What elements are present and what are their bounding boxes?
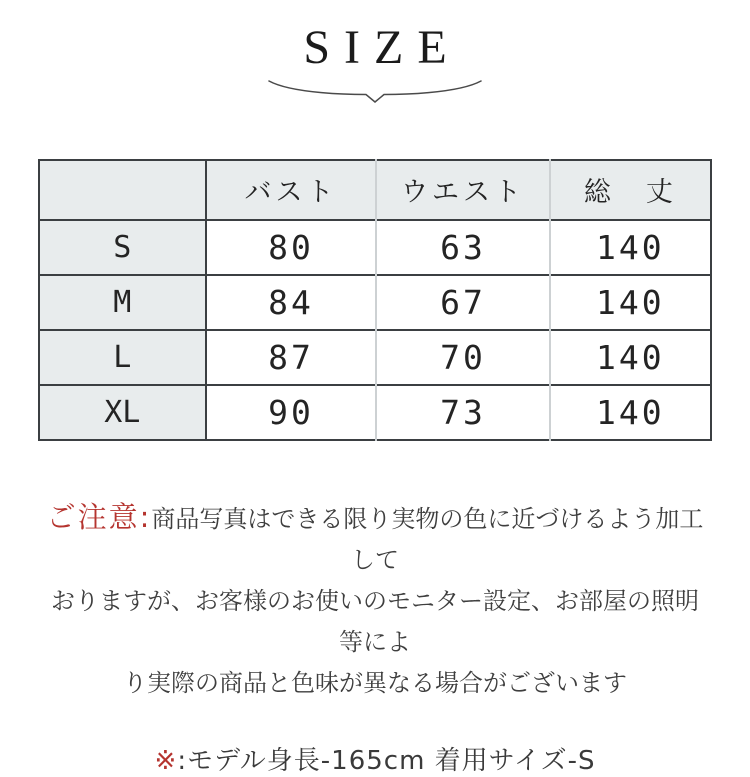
bust-value-s: 80 [206, 220, 377, 275]
size-table-section [38, 159, 712, 441]
size-label-l: L [39, 330, 206, 385]
size-table [38, 159, 712, 441]
bust-value-m: 84 [206, 275, 377, 330]
disclaimer-text-1: 商品写真はできる限り実物の色に近づけるよう加工して [151, 504, 704, 574]
table-header-row [39, 160, 711, 220]
length-value-l: 140 [550, 330, 711, 385]
length-value-s: 140 [550, 220, 711, 275]
size-label-xl: XL [39, 385, 206, 440]
table-row-s [39, 220, 711, 275]
size-label-m: M [39, 275, 206, 330]
bust-value-xl: 90 [206, 385, 377, 440]
header-bust: バスト [206, 160, 377, 220]
waist-value-l: 70 [376, 330, 549, 385]
disclaimer-line-2: おりますが、お客様のお使いのモニター設定、お部屋の照明等によ [51, 586, 699, 656]
header-waist: ウエスト [376, 160, 549, 220]
size-label-s: S [39, 220, 206, 275]
header-total-length: 総 丈 [550, 160, 711, 220]
model-info-text: :モデル身長-165cm 着用サイズ-S [177, 745, 596, 776]
reference-mark: ※ [154, 745, 178, 776]
waist-value-s: 63 [376, 220, 549, 275]
length-value-m: 140 [550, 275, 711, 330]
underline-brace-decoration [265, 75, 485, 103]
waist-value-xl: 73 [376, 385, 549, 440]
model-info-note [0, 740, 750, 777]
color-disclaimer [0, 497, 750, 704]
waist-value-m: 67 [376, 275, 549, 330]
bust-value-l: 87 [206, 330, 377, 385]
page-title: SIZE [303, 21, 461, 74]
table-row-xl [39, 385, 711, 440]
table-row-m [39, 275, 711, 330]
caution-label: ご注意: [46, 499, 152, 534]
disclaimer-line-3: り実際の商品と色味が異なる場合がございます [123, 668, 627, 697]
length-value-xl: 140 [550, 385, 711, 440]
table-row-l [39, 330, 711, 385]
title-section [0, 0, 750, 103]
disclaimer-line-1 [40, 497, 710, 581]
corner-cell [39, 160, 206, 220]
